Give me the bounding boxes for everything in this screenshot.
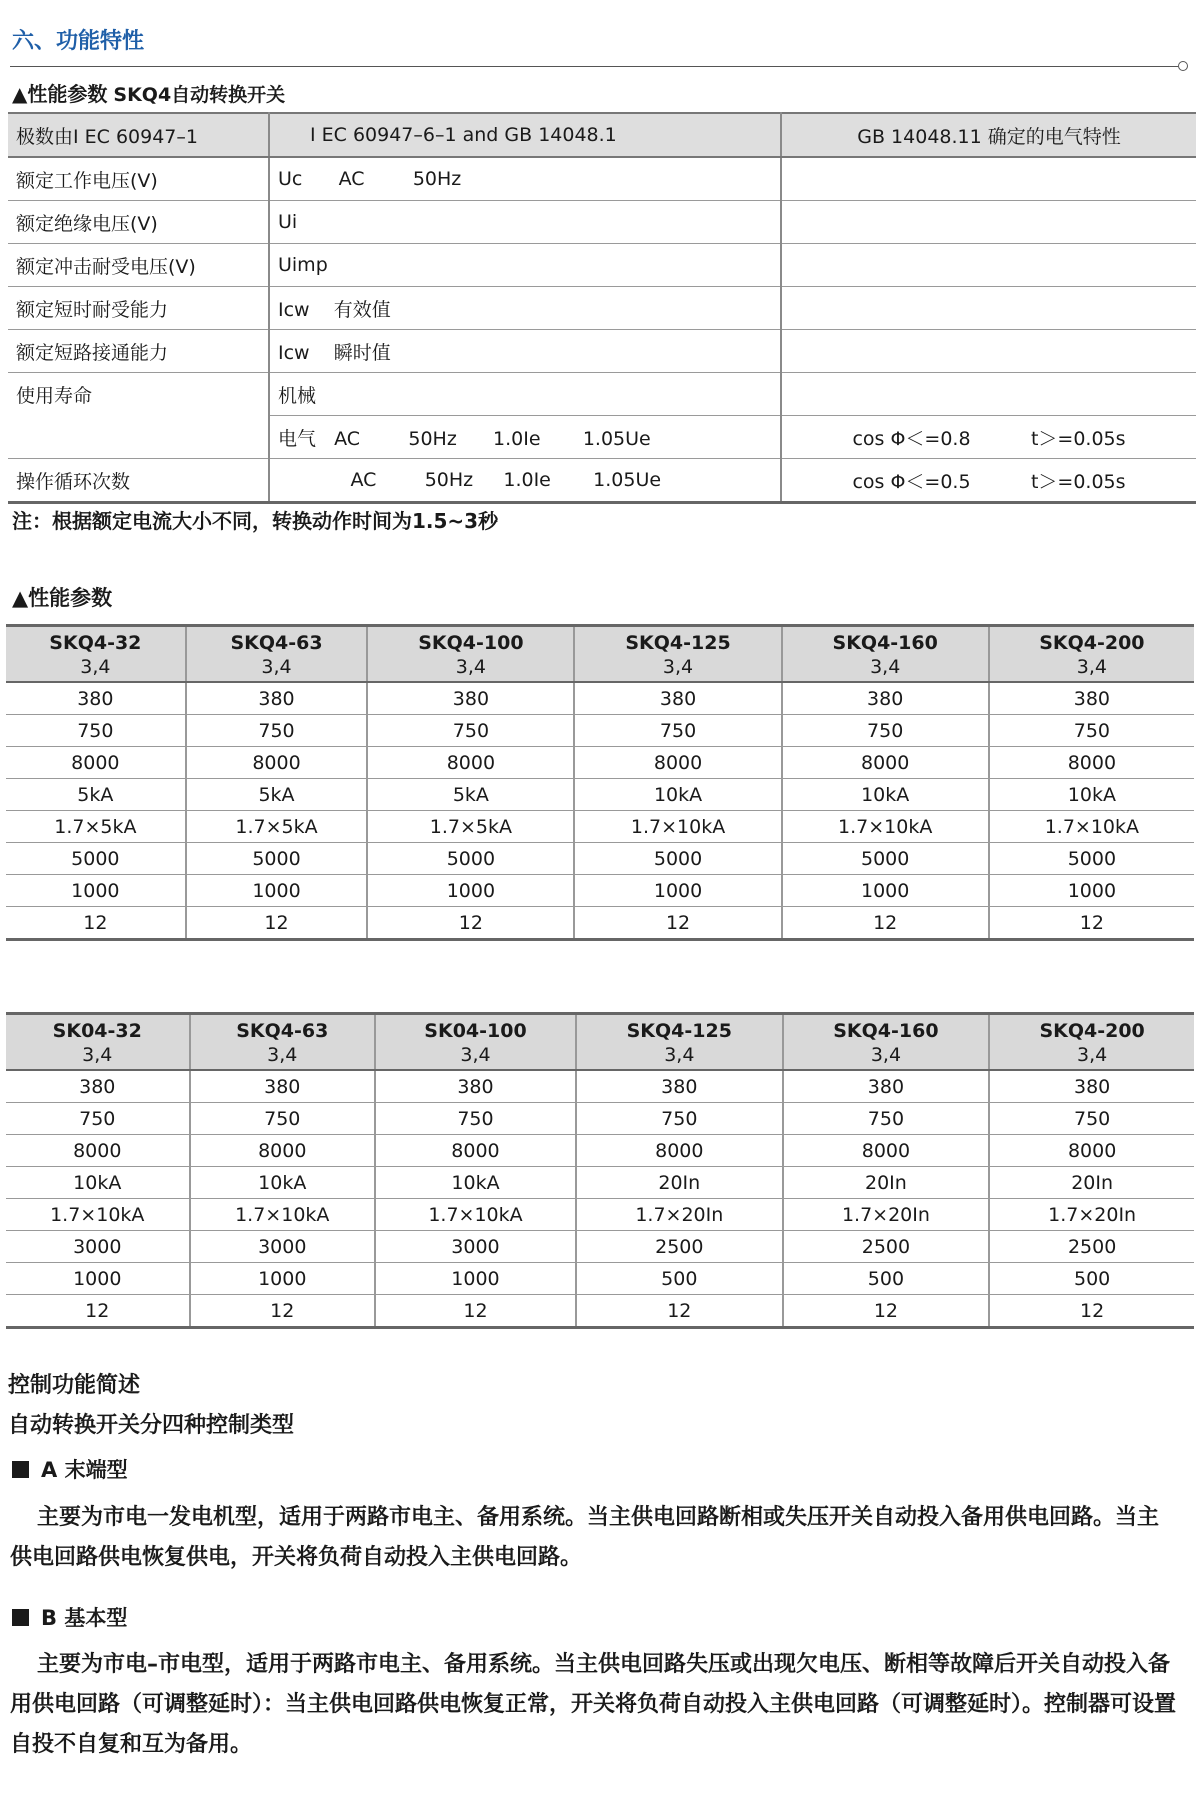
- table-cell: 5000: [782, 843, 989, 875]
- table-cell: 1000: [375, 1263, 576, 1295]
- table-cell: 10kA: [782, 779, 989, 811]
- model-poles: 3,4: [870, 1044, 902, 1066]
- control-title: 控制功能简述: [8, 1373, 141, 1398]
- table-cell: 8000: [783, 1135, 990, 1167]
- model-poles: 3,4: [261, 656, 292, 678]
- model-header: [782, 626, 989, 683]
- model-name: SKQ4-63: [236, 1020, 329, 1042]
- table-row: [6, 1231, 1194, 1263]
- table-cell: 380: [783, 1070, 990, 1103]
- spec-label: 额定短路接通能力: [8, 330, 269, 373]
- table-cell: 12: [574, 907, 781, 940]
- model-name: SK04-100: [424, 1020, 527, 1042]
- table-cell: 8000: [989, 747, 1194, 779]
- spec-row: [8, 287, 1196, 330]
- model-header: [989, 626, 1194, 683]
- model-header: [574, 626, 781, 683]
- type-a-label: A 末端型: [41, 1458, 128, 1482]
- table-cell: 5kA: [6, 779, 186, 811]
- model-header: [576, 1014, 783, 1071]
- spec-row: [8, 244, 1196, 287]
- type-a-heading: [12, 1454, 128, 1484]
- table-row: [6, 682, 1194, 715]
- model-name: SKQ4-200: [1039, 1020, 1145, 1042]
- table-cell: 380: [782, 682, 989, 715]
- model-poles: 3,4: [80, 656, 111, 678]
- spec-extra: [781, 244, 1196, 287]
- table-cell: 1.7×10kA: [782, 811, 989, 843]
- table-cell: 8000: [186, 747, 368, 779]
- table-cell: 1.7×10kA: [6, 1199, 190, 1231]
- table-cell: 380: [367, 682, 574, 715]
- spec-value: Uimp: [269, 244, 781, 287]
- table-cell: 380: [576, 1070, 783, 1103]
- table-cell: 1000: [186, 875, 368, 907]
- table-cell: 750: [375, 1103, 576, 1135]
- table-cell: 12: [190, 1295, 375, 1328]
- spec-label: 额定冲击耐受电压(V): [8, 244, 269, 287]
- table-cell: 1.7×10kA: [190, 1199, 375, 1231]
- spec-value: Icw 有效值: [269, 287, 781, 330]
- table-cell: 1.7×5kA: [367, 811, 574, 843]
- note-text: 注：根据额定电流大小不同，转换动作时间为1.5~3秒: [12, 509, 499, 533]
- table-cell: 1000: [6, 875, 186, 907]
- table-cell: 1.7×20In: [989, 1199, 1194, 1231]
- table-cell: 380: [6, 1070, 190, 1103]
- spec-row: [8, 459, 1196, 503]
- table-cell: 5000: [989, 843, 1194, 875]
- table-cell: 750: [989, 1103, 1194, 1135]
- table-cell: 2500: [989, 1231, 1194, 1263]
- table-cell: 10kA: [989, 779, 1194, 811]
- spec-value: Uc AC 50Hz: [269, 157, 781, 201]
- spec-header-cell: 极数由I EC 60947–1: [8, 113, 269, 157]
- table-cell: 500: [783, 1263, 990, 1295]
- model-name: SKQ4-63: [230, 632, 323, 654]
- spec-label: 额定绝缘电压(V): [8, 201, 269, 244]
- table-row: [6, 1070, 1194, 1103]
- spec-header-cell: GB 14048.11 确定的电气特性: [781, 113, 1196, 157]
- type-b-description: 主要为市电–市电型，适用于两路市电主、备用系统。当主供电回路失压或出现欠电压、断相等故障后开关自动投入备用供电回路（可调整延时）：当主供电回路供电恢复正常，开关将负荷自动投入主供电回路（可调整延时）。控制器可设置自投不自复和互为备用。: [10, 1652, 1177, 1757]
- table-row: [6, 715, 1194, 747]
- table-cell: 1.7×10kA: [989, 811, 1194, 843]
- table-row: [6, 747, 1194, 779]
- table-cell: 3000: [6, 1231, 190, 1263]
- table-cell: 750: [367, 715, 574, 747]
- table-cell: 1000: [574, 875, 781, 907]
- spec-row: [8, 330, 1196, 373]
- spec-header-cell: I EC 60947–6–1 and GB 14048.1: [269, 113, 781, 157]
- table-cell: 750: [989, 715, 1194, 747]
- table-row: [6, 907, 1194, 940]
- table-cell: 5000: [367, 843, 574, 875]
- spec-label: 操作循环次数: [8, 459, 269, 503]
- table-cell: 8000: [190, 1135, 375, 1167]
- table-cell: 8000: [782, 747, 989, 779]
- model-poles: 3,4: [267, 1044, 298, 1066]
- model-poles: 3,4: [662, 656, 694, 678]
- table-cell: 12: [576, 1295, 783, 1328]
- performance-table-2: [6, 1012, 1194, 1329]
- table-cell: 380: [186, 682, 368, 715]
- table-cell: 12: [186, 907, 368, 940]
- table-row: [6, 811, 1194, 843]
- table-cell: 8000: [367, 747, 574, 779]
- table-cell: 500: [576, 1263, 783, 1295]
- table-cell: 750: [783, 1103, 990, 1135]
- spec-value: 机械: [269, 373, 781, 416]
- spec-heading-sub: SKQ4自动转换开关: [113, 84, 286, 106]
- table-cell: 8000: [989, 1135, 1194, 1167]
- perf-heading: ▲性能参数: [12, 586, 113, 610]
- model-header: [6, 1014, 190, 1071]
- table-cell: 1.7×10kA: [574, 811, 781, 843]
- table-cell: 5000: [186, 843, 368, 875]
- table-cell: 3000: [190, 1231, 375, 1263]
- performance-table-1: [6, 624, 1194, 941]
- model-name: SKQ4-160: [832, 632, 938, 654]
- table-cell: 20In: [989, 1167, 1194, 1199]
- table-cell: 750: [782, 715, 989, 747]
- table-cell: 1.7×5kA: [186, 811, 368, 843]
- table-cell: 10kA: [574, 779, 781, 811]
- spec-row: [8, 201, 1196, 244]
- table-cell: 12: [783, 1295, 990, 1328]
- table-cell: 750: [186, 715, 368, 747]
- spec-extra: [781, 330, 1196, 373]
- model-poles: 3,4: [1076, 656, 1107, 678]
- model-poles: 3,4: [460, 1044, 491, 1066]
- table-cell: 12: [375, 1295, 576, 1328]
- table-cell: 2500: [576, 1231, 783, 1263]
- spec-label: 使用寿命: [8, 373, 269, 416]
- divider-end-circle: [1178, 61, 1188, 71]
- table-cell: 20In: [783, 1167, 990, 1199]
- table-cell: 2500: [783, 1231, 990, 1263]
- control-subtitle: 自动转换开关分四种控制类型: [8, 1413, 295, 1438]
- spec-row: [8, 416, 1196, 459]
- table-cell: 12: [782, 907, 989, 940]
- model-name: SK04-32: [52, 1020, 142, 1042]
- spec-extra: cos Φ＜=0.8 t＞=0.05s: [781, 416, 1196, 459]
- table-cell: 380: [190, 1070, 375, 1103]
- model-name: SKQ4-200: [1039, 632, 1145, 654]
- model-header: [989, 1014, 1194, 1071]
- model-header: [186, 626, 368, 683]
- spec-extra: [781, 373, 1196, 416]
- model-poles: 3,4: [455, 656, 486, 678]
- model-poles: 3,4: [1077, 1044, 1108, 1066]
- spec-value: 电气 AC 50Hz 1.0Ie 1.05Ue: [269, 416, 781, 459]
- table-cell: 8000: [574, 747, 781, 779]
- table-cell: 380: [375, 1070, 576, 1103]
- table-cell: 10kA: [375, 1167, 576, 1199]
- table-cell: 1.7×20In: [576, 1199, 783, 1231]
- model-name: SKQ4-125: [626, 1020, 732, 1042]
- title-divider: [10, 66, 1178, 67]
- spec-value: Ui: [269, 201, 781, 244]
- model-name: SKQ4-160: [833, 1020, 939, 1042]
- table-cell: 10kA: [6, 1167, 190, 1199]
- table-cell: 8000: [6, 747, 186, 779]
- table-cell: 380: [6, 682, 186, 715]
- spec-heading-label: ▲性能参数: [12, 82, 108, 106]
- table-row: [6, 779, 1194, 811]
- table-cell: 5000: [574, 843, 781, 875]
- table-cell: 380: [989, 1070, 1194, 1103]
- table-cell: 3000: [375, 1231, 576, 1263]
- spec-row: [8, 373, 1196, 416]
- table-cell: 12: [6, 1295, 190, 1328]
- table-cell: 1.7×10kA: [375, 1199, 576, 1231]
- spec-heading: [12, 78, 285, 107]
- table-row: [6, 1135, 1194, 1167]
- spec-extra: [781, 287, 1196, 330]
- table-cell: 750: [6, 715, 186, 747]
- spec-label: 额定工作电压(V): [8, 157, 269, 201]
- spec-value: AC 50Hz 1.0Ie 1.05Ue: [269, 459, 781, 503]
- table-row: [6, 1295, 1194, 1328]
- table-cell: 750: [574, 715, 781, 747]
- table-cell: 12: [989, 1295, 1194, 1328]
- table-row: [6, 1199, 1194, 1231]
- model-name: SKQ4-125: [625, 632, 731, 654]
- table-cell: 8000: [375, 1135, 576, 1167]
- table-cell: 5kA: [367, 779, 574, 811]
- spec-label: [8, 416, 269, 459]
- table-cell: 10kA: [190, 1167, 375, 1199]
- table-cell: 8000: [576, 1135, 783, 1167]
- table-row: [6, 1103, 1194, 1135]
- type-b-label: B 基本型: [41, 1606, 128, 1630]
- table-cell: 12: [367, 907, 574, 940]
- model-header: [6, 626, 186, 683]
- model-header: [367, 626, 574, 683]
- spec-extra: [781, 201, 1196, 244]
- table-cell: 1000: [190, 1263, 375, 1295]
- model-poles: 3,4: [82, 1044, 113, 1066]
- type-a-description: 主要为市电一发电机型，适用于两路市电主、备用系统。当主供电回路断相或失压开关自动投入备用供电回路。当主供电回路供电恢复供电，开关将负荷自动投入主供电回路。: [10, 1505, 1160, 1570]
- table-cell: 1000: [989, 875, 1194, 907]
- model-name: SKQ4-32: [49, 632, 142, 654]
- spec-label: 额定短时耐受能力: [8, 287, 269, 330]
- square-bullet-icon: [12, 1461, 29, 1478]
- spec-extra: [781, 157, 1196, 201]
- table-row: [6, 875, 1194, 907]
- table-cell: 750: [190, 1103, 375, 1135]
- table-row: [6, 843, 1194, 875]
- model-name: SKQ4-100: [418, 632, 524, 654]
- model-header: [783, 1014, 990, 1071]
- table-cell: 5kA: [186, 779, 368, 811]
- model-poles: 3,4: [664, 1044, 695, 1066]
- table-cell: 380: [574, 682, 781, 715]
- spec-row: [8, 157, 1196, 201]
- spec-header-row: [8, 113, 1196, 157]
- section-title: 六、功能特性: [12, 29, 145, 54]
- table-cell: 1000: [782, 875, 989, 907]
- square-bullet-icon: [12, 1609, 29, 1626]
- table-cell: 750: [6, 1103, 190, 1135]
- model-poles: 3,4: [870, 656, 901, 678]
- table-header-row: [6, 626, 1194, 683]
- table-cell: 380: [989, 682, 1194, 715]
- table-cell: 1.7×5kA: [6, 811, 186, 843]
- model-header: [190, 1014, 375, 1071]
- table-cell: 1000: [6, 1263, 190, 1295]
- table-header-row: [6, 1014, 1194, 1071]
- table-cell: 750: [576, 1103, 783, 1135]
- table-cell: 8000: [6, 1135, 190, 1167]
- table-cell: 12: [6, 907, 186, 940]
- model-header: [375, 1014, 576, 1071]
- spec-value: Icw 瞬时值: [269, 330, 781, 373]
- spec-table: [8, 112, 1196, 504]
- table-cell: 500: [989, 1263, 1194, 1295]
- table-cell: 1.7×20In: [783, 1199, 990, 1231]
- table-row: [6, 1167, 1194, 1199]
- type-b-heading: [12, 1602, 127, 1632]
- table-cell: 20In: [576, 1167, 783, 1199]
- table-cell: 1000: [367, 875, 574, 907]
- table-cell: 12: [989, 907, 1194, 940]
- spec-extra: cos Φ＜=0.5 t＞=0.05s: [781, 459, 1196, 503]
- table-row: [6, 1263, 1194, 1295]
- table-cell: 5000: [6, 843, 186, 875]
